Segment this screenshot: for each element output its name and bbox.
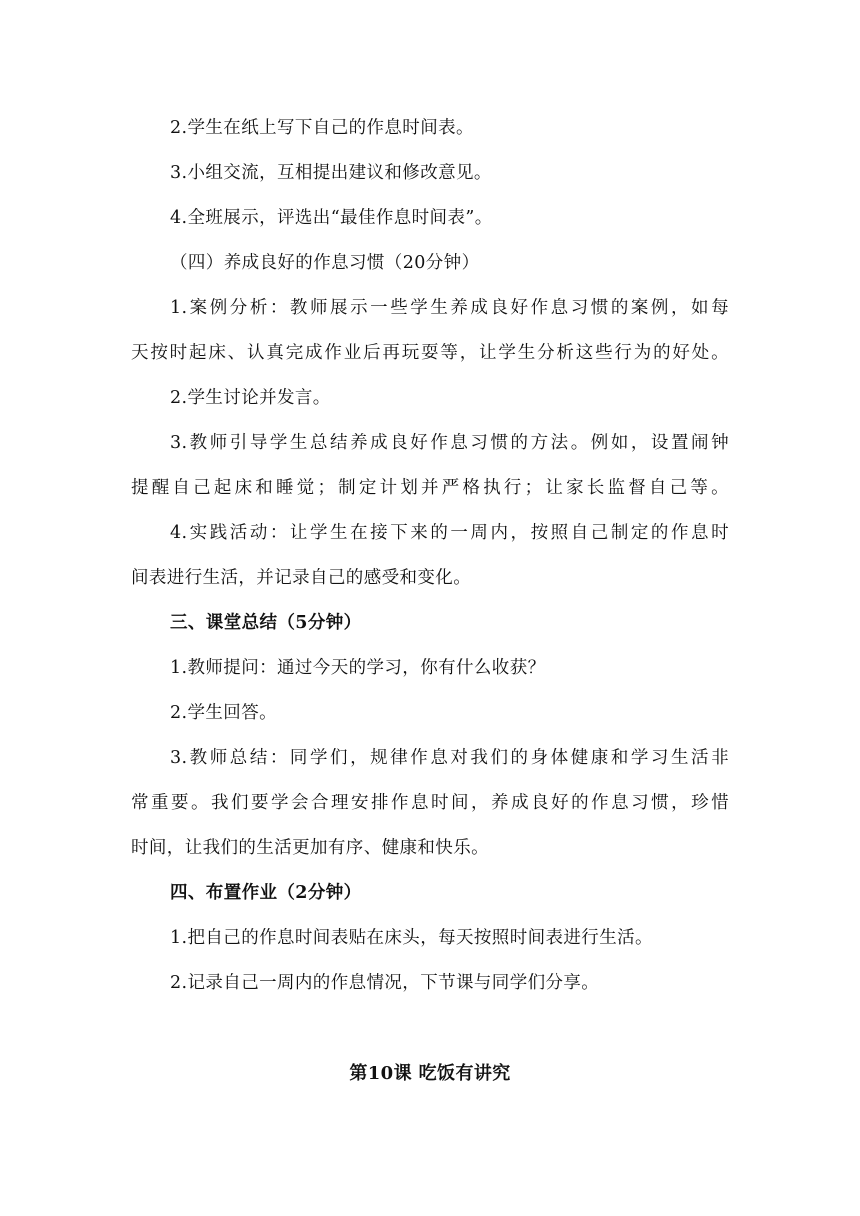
paragraph-line: 2.学生讨论并发言。 — [170, 388, 331, 408]
section-heading: 三、课堂总结（5分钟） — [170, 613, 362, 633]
paragraph-line: 4.实践活动：让学生在接下来的一周内，按照自己制定的作息时 — [170, 523, 729, 543]
paragraph-line: 1.把自己的作息时间表贴在床头，每天按照时间表进行生活。 — [170, 928, 653, 948]
section-subheading: （四）养成良好的作息习惯（20分钟） — [170, 253, 480, 273]
paragraph-line: 间表进行生活，并记录自己的感受和变化。 — [131, 568, 472, 588]
paragraph-line: 4.全班展示，评选出“最佳作息时间表”。 — [170, 208, 493, 228]
section-heading: 四、布置作业（2分钟） — [170, 883, 362, 903]
lesson-title: 第10课 吃饭有讲究 — [349, 1063, 511, 1084]
paragraph-line: 1.案例分析：教师展示一些学生养成良好作息习惯的案例，如每 — [170, 298, 729, 318]
paragraph-line: 3.小组交流，互相提出建议和修改意见。 — [170, 163, 492, 183]
paragraph-line: 3.教师引导学生总结养成良好作息习惯的方法。例如，设置闹钟 — [170, 433, 729, 453]
paragraph-line: 2.记录自己一周内的作息情况，下节课与同学们分享。 — [170, 973, 600, 993]
paragraph-line: 提醒自己起床和睡觉；制定计划并严格执行；让家长监督自己等。 — [131, 478, 729, 498]
paragraph-line: 3.教师总结：同学们，规律作息对我们的身体健康和学习生活非 — [170, 748, 729, 768]
paragraph-line: 2.学生在纸上写下自己的作息时间表。 — [170, 118, 474, 138]
paragraph-line: 1.教师提问：通过今天的学习，你有什么收获？ — [170, 658, 546, 678]
paragraph-line: 常重要。我们要学会合理安排作息时间，养成良好的作息习惯，珍惜 — [131, 793, 729, 813]
paragraph-line: 时间，让我们的生活更加有序、健康和快乐。 — [131, 838, 489, 858]
paragraph-line: 天按时起床、认真完成作业后再玩耍等，让学生分析这些行为的好处。 — [131, 343, 729, 363]
paragraph-line: 2.学生回答。 — [170, 703, 277, 723]
